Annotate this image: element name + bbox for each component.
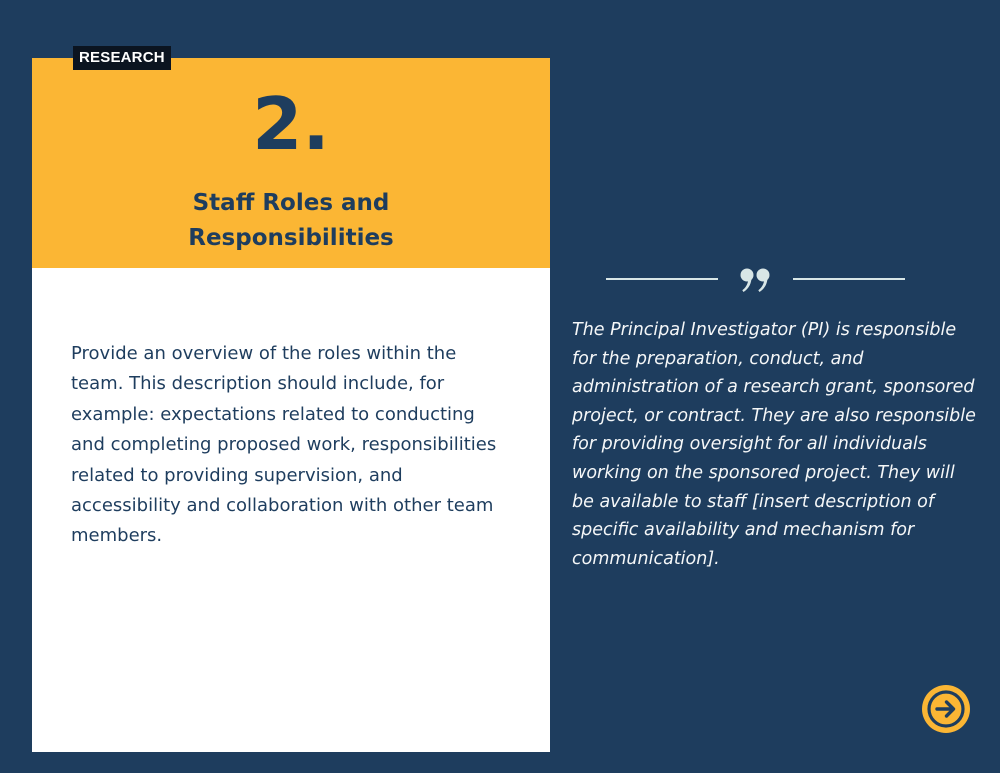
content-card (32, 49, 550, 752)
section-title: Staff Roles and Responsibilities (188, 190, 394, 251)
category-tag: RESEARCH (73, 46, 171, 70)
card-body-text: Provide an overview of the roles within the team. This description should include, for example: expectations related to conducting and completing proposed work, responsibilities related to providing supervision, and accessibility and collaboration with other team members. (71, 343, 497, 547)
quote-divider-line-left (606, 278, 718, 280)
quote-divider-line-right (793, 278, 905, 280)
quote-divider (606, 262, 906, 298)
card-header (32, 49, 550, 268)
next-button[interactable] (922, 685, 970, 733)
section-number: 2. (252, 82, 330, 166)
quote-text: The Principal Investigator (PI) is responsible for the preparation, conduct, and administration of a research grant, sponsored project, or contract. They are also responsible for providing oversight for all individuals working on the sponsored project. They will be available to staff [insert description of specific availability and mechanism for communication]. (572, 320, 976, 569)
arrow-right-circle-icon (922, 685, 970, 733)
quotation-mark-icon (738, 262, 774, 298)
